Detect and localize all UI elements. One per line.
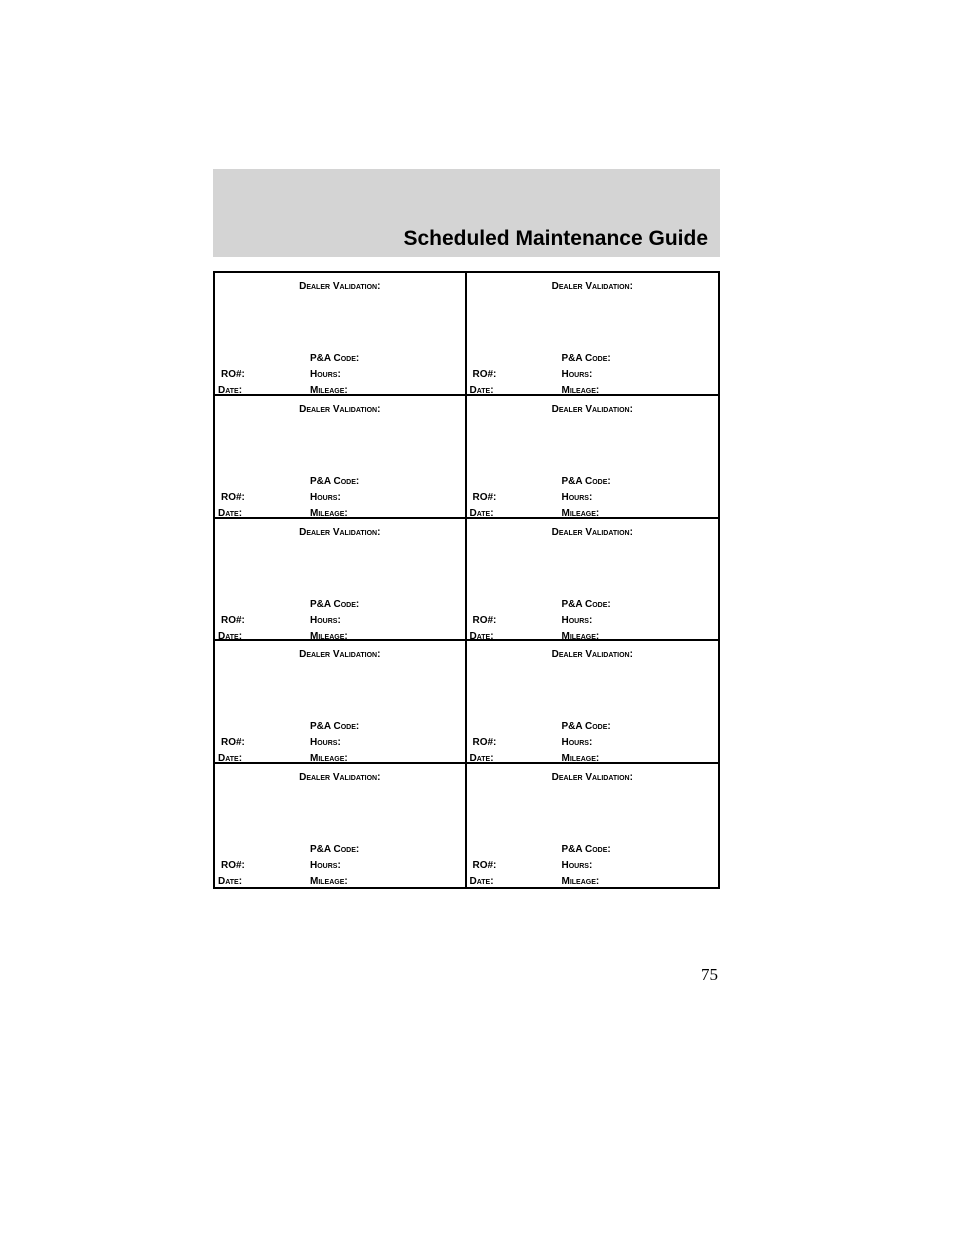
- hours-label: Hours:: [310, 860, 341, 872]
- pa-code-label: P&A Code:: [310, 844, 360, 856]
- mileage-label: Mileage:: [561, 385, 600, 396]
- validation-cell: [215, 519, 467, 642]
- hours-label: Hours:: [561, 860, 593, 872]
- ro-label: RO#:: [472, 860, 497, 872]
- hours-label: Hours:: [310, 737, 341, 749]
- validation-cell: [215, 641, 467, 764]
- dealer-validation-label: Dealer Validation:: [551, 403, 633, 415]
- validation-cell: [467, 519, 719, 642]
- dealer-validation-label: Dealer Validation:: [299, 403, 381, 415]
- ro-label: RO#:: [472, 491, 497, 503]
- pa-code-label: P&A Code:: [310, 721, 360, 733]
- hours-label: Hours:: [561, 737, 593, 749]
- hours-label: Hours:: [310, 614, 341, 626]
- ro-label: RO#:: [221, 614, 245, 626]
- hours-label: Hours:: [310, 369, 341, 380]
- date-label: Date:: [469, 385, 494, 396]
- date-label: Date:: [469, 876, 494, 888]
- validation-cell: [467, 396, 719, 519]
- mileage-label: Mileage:: [561, 876, 600, 888]
- date-label: Date:: [218, 876, 243, 888]
- mileage-label: Mileage:: [310, 753, 348, 765]
- dealer-validation-label: Dealer Validation:: [299, 526, 381, 538]
- hours-label: Hours:: [561, 614, 593, 626]
- ro-label: RO#:: [221, 491, 245, 503]
- date-label: Date:: [218, 753, 243, 765]
- date-label: Date:: [469, 753, 494, 765]
- pa-code-label: P&A Code:: [310, 353, 360, 364]
- section-header: [213, 169, 720, 257]
- ro-label: RO#:: [472, 737, 497, 749]
- validation-cell: [215, 396, 467, 519]
- date-label: Date:: [218, 385, 243, 396]
- dealer-validation-label: Dealer Validation:: [551, 281, 633, 292]
- validation-cell: [215, 273, 467, 396]
- dealer-validation-form: [213, 271, 720, 889]
- mileage-label: Mileage:: [310, 385, 348, 396]
- ro-label: RO#:: [472, 369, 497, 380]
- mileage-label: Mileage:: [561, 630, 600, 642]
- date-label: Date:: [469, 630, 494, 642]
- validation-cell: [467, 764, 719, 887]
- pa-code-label: P&A Code:: [561, 598, 611, 610]
- section-title: Scheduled Maintenance Guide: [403, 227, 708, 250]
- ro-label: RO#:: [221, 737, 245, 749]
- page-number: 75: [701, 965, 718, 984]
- ro-label: RO#:: [221, 860, 245, 872]
- validation-cell: [467, 273, 719, 396]
- dealer-validation-label: Dealer Validation:: [551, 526, 633, 538]
- pa-code-label: P&A Code:: [561, 353, 611, 364]
- mileage-label: Mileage:: [310, 876, 348, 888]
- date-label: Date:: [218, 507, 243, 519]
- ro-label: RO#:: [472, 614, 497, 626]
- dealer-validation-label: Dealer Validation:: [551, 772, 633, 784]
- mileage-label: Mileage:: [561, 753, 600, 765]
- mileage-label: Mileage:: [310, 507, 348, 519]
- pa-code-label: P&A Code:: [561, 475, 611, 487]
- dealer-validation-label: Dealer Validation:: [299, 772, 381, 784]
- pa-code-label: P&A Code:: [561, 844, 611, 856]
- hours-label: Hours:: [310, 491, 341, 503]
- hours-label: Hours:: [561, 491, 593, 503]
- hours-label: Hours:: [561, 369, 593, 380]
- dealer-validation-label: Dealer Validation:: [551, 649, 633, 661]
- date-label: Date:: [469, 507, 494, 519]
- validation-cell: [467, 641, 719, 764]
- pa-code-label: P&A Code:: [310, 475, 360, 487]
- dealer-validation-label: Dealer Validation:: [299, 281, 381, 292]
- ro-label: RO#:: [221, 369, 245, 380]
- pa-code-label: P&A Code:: [310, 598, 360, 610]
- mileage-label: Mileage:: [310, 630, 348, 642]
- date-label: Date:: [218, 630, 243, 642]
- pa-code-label: P&A Code:: [561, 721, 611, 733]
- mileage-label: Mileage:: [561, 507, 600, 519]
- validation-cell: [215, 764, 467, 887]
- dealer-validation-label: Dealer Validation:: [299, 649, 381, 661]
